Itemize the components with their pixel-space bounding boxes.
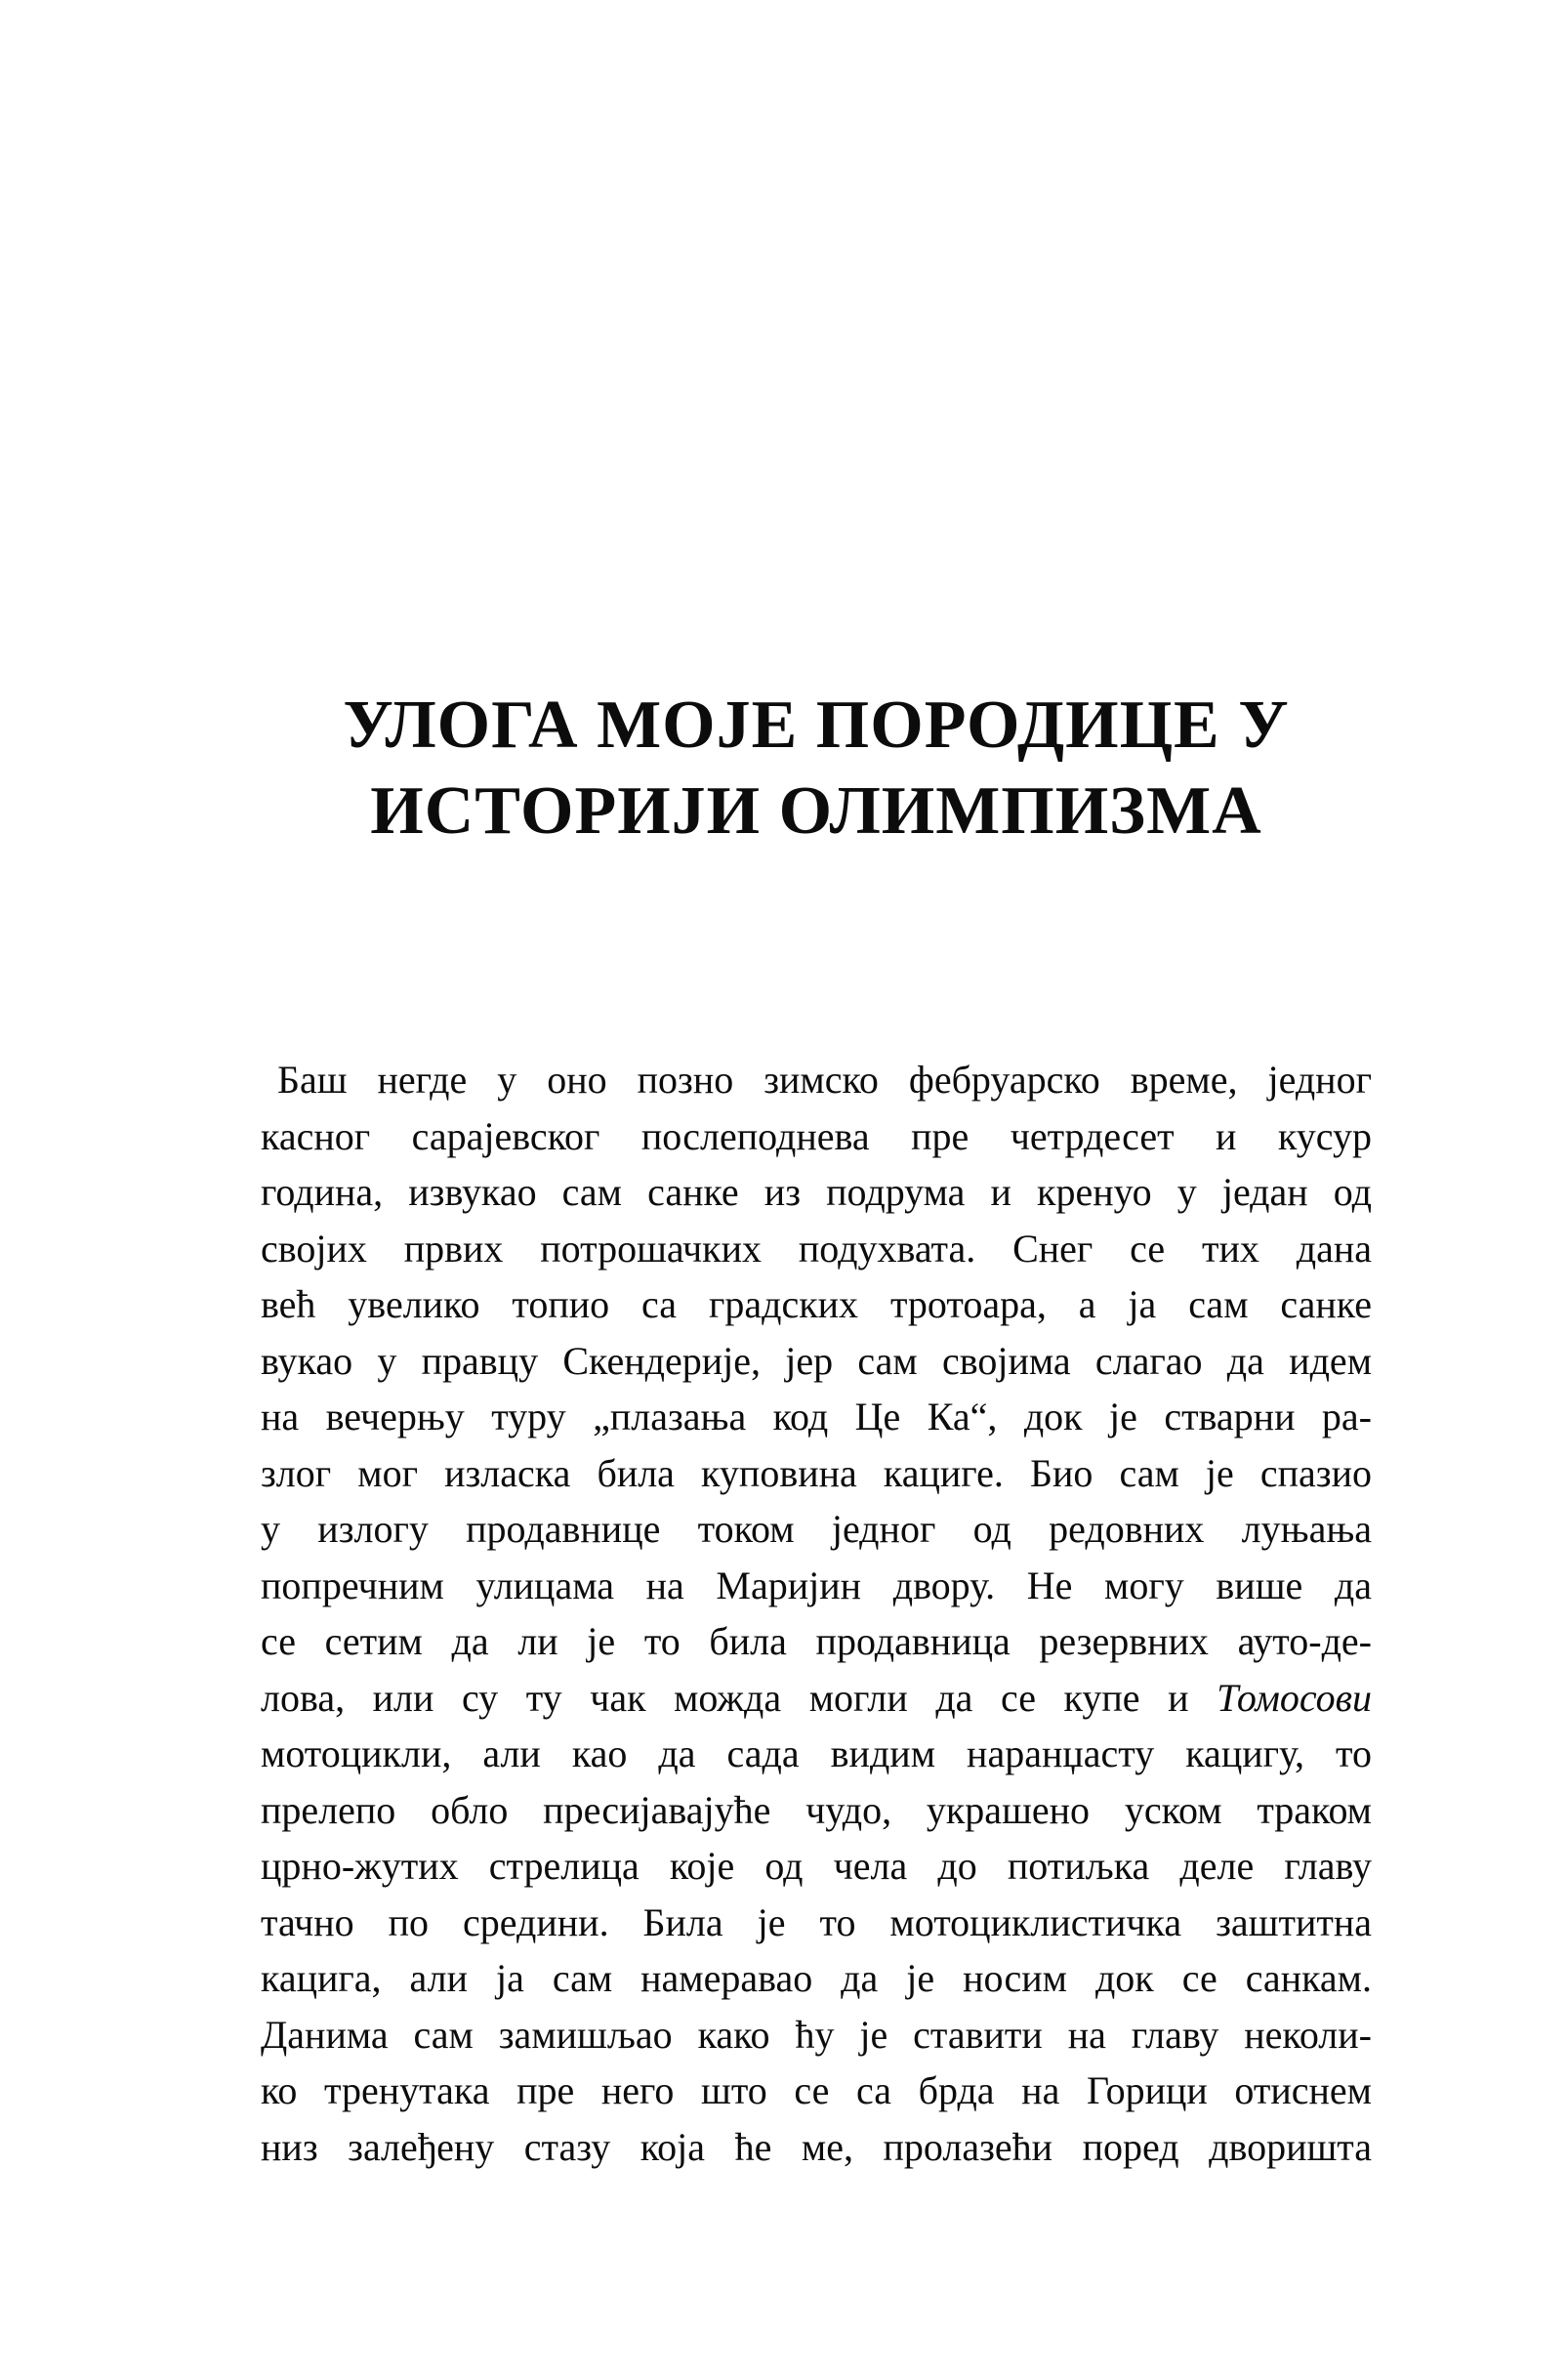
body-line: вукао у правцу Скендерије, јер сам својима слагао да идем (261, 1338, 1372, 1383)
body-line: низ залеђену стазу која ће ме, пролазећи поред дворишта (261, 2124, 1372, 2169)
body-line: година, извукао сам санке из подрума и кренуо у један од (261, 1170, 1372, 1214)
body-line: на вечерњу туру „плазања код Це Ка“, док је стварни ра- (261, 1395, 1372, 1438)
chapter-title-line-2: ИСТОРИЈИ ОЛИМПИЗМА (370, 773, 1262, 849)
body-line: прелепо обло пресијавајуће чудо, украшено уском траком (261, 1787, 1372, 1832)
chapter-title (261, 683, 1372, 855)
body-line: црно-жутих стрелица које од чела до потиљка деле главу (261, 1844, 1372, 1888)
body-line: се сетим да ли је то била продавница резервних ауто-де- (261, 1619, 1372, 1663)
body-line (261, 1670, 1372, 1727)
body-line: Баш негде у оно позно зимско фебруарско време, једног (277, 1058, 1372, 1102)
body-line: Данима сам замишљао како ћу је ставити на главу неколи- (261, 2012, 1372, 2057)
body-line: попречним улицама на Маријин двору. Не могу више да (261, 1563, 1372, 1607)
body-line: кацига, али ја сам намеравао да је носим док се санкам. (261, 1956, 1372, 2000)
body-line: ко тренутака пре него што се са брда на Горици отиснем (261, 2068, 1372, 2112)
body-line: својих првих потрошачких подухвата. Снег се тих дана (261, 1226, 1372, 1271)
body-line: мотоцикли, али као да сада видим наранџасту кацигу, то (261, 1731, 1372, 1775)
chapter-title-line-1: УЛОГА МОЈЕ ПОРОДИЦЕ У (343, 688, 1290, 763)
body-line: касног сарајевског послеподнева пре четрдесет и кусур (261, 1113, 1372, 1158)
body-line: већ увелико топио са градских тротоара, а ја сам санке (261, 1282, 1372, 1326)
body-line-italic-text: Томосови (1217, 1675, 1372, 1720)
body-line: тачно по средини. Била је то мотоциклистичка заштитна (261, 1899, 1372, 1944)
body-line-text: лова, или су ту чак можда могли да се купе и (261, 1675, 1217, 1720)
body-line: у излогу продавнице током једног од редовних луњања (261, 1507, 1372, 1551)
body-lines (261, 1052, 1372, 2175)
body-line: злог мог изласка била куповина кациге. Био сам је спазио (261, 1450, 1372, 1495)
